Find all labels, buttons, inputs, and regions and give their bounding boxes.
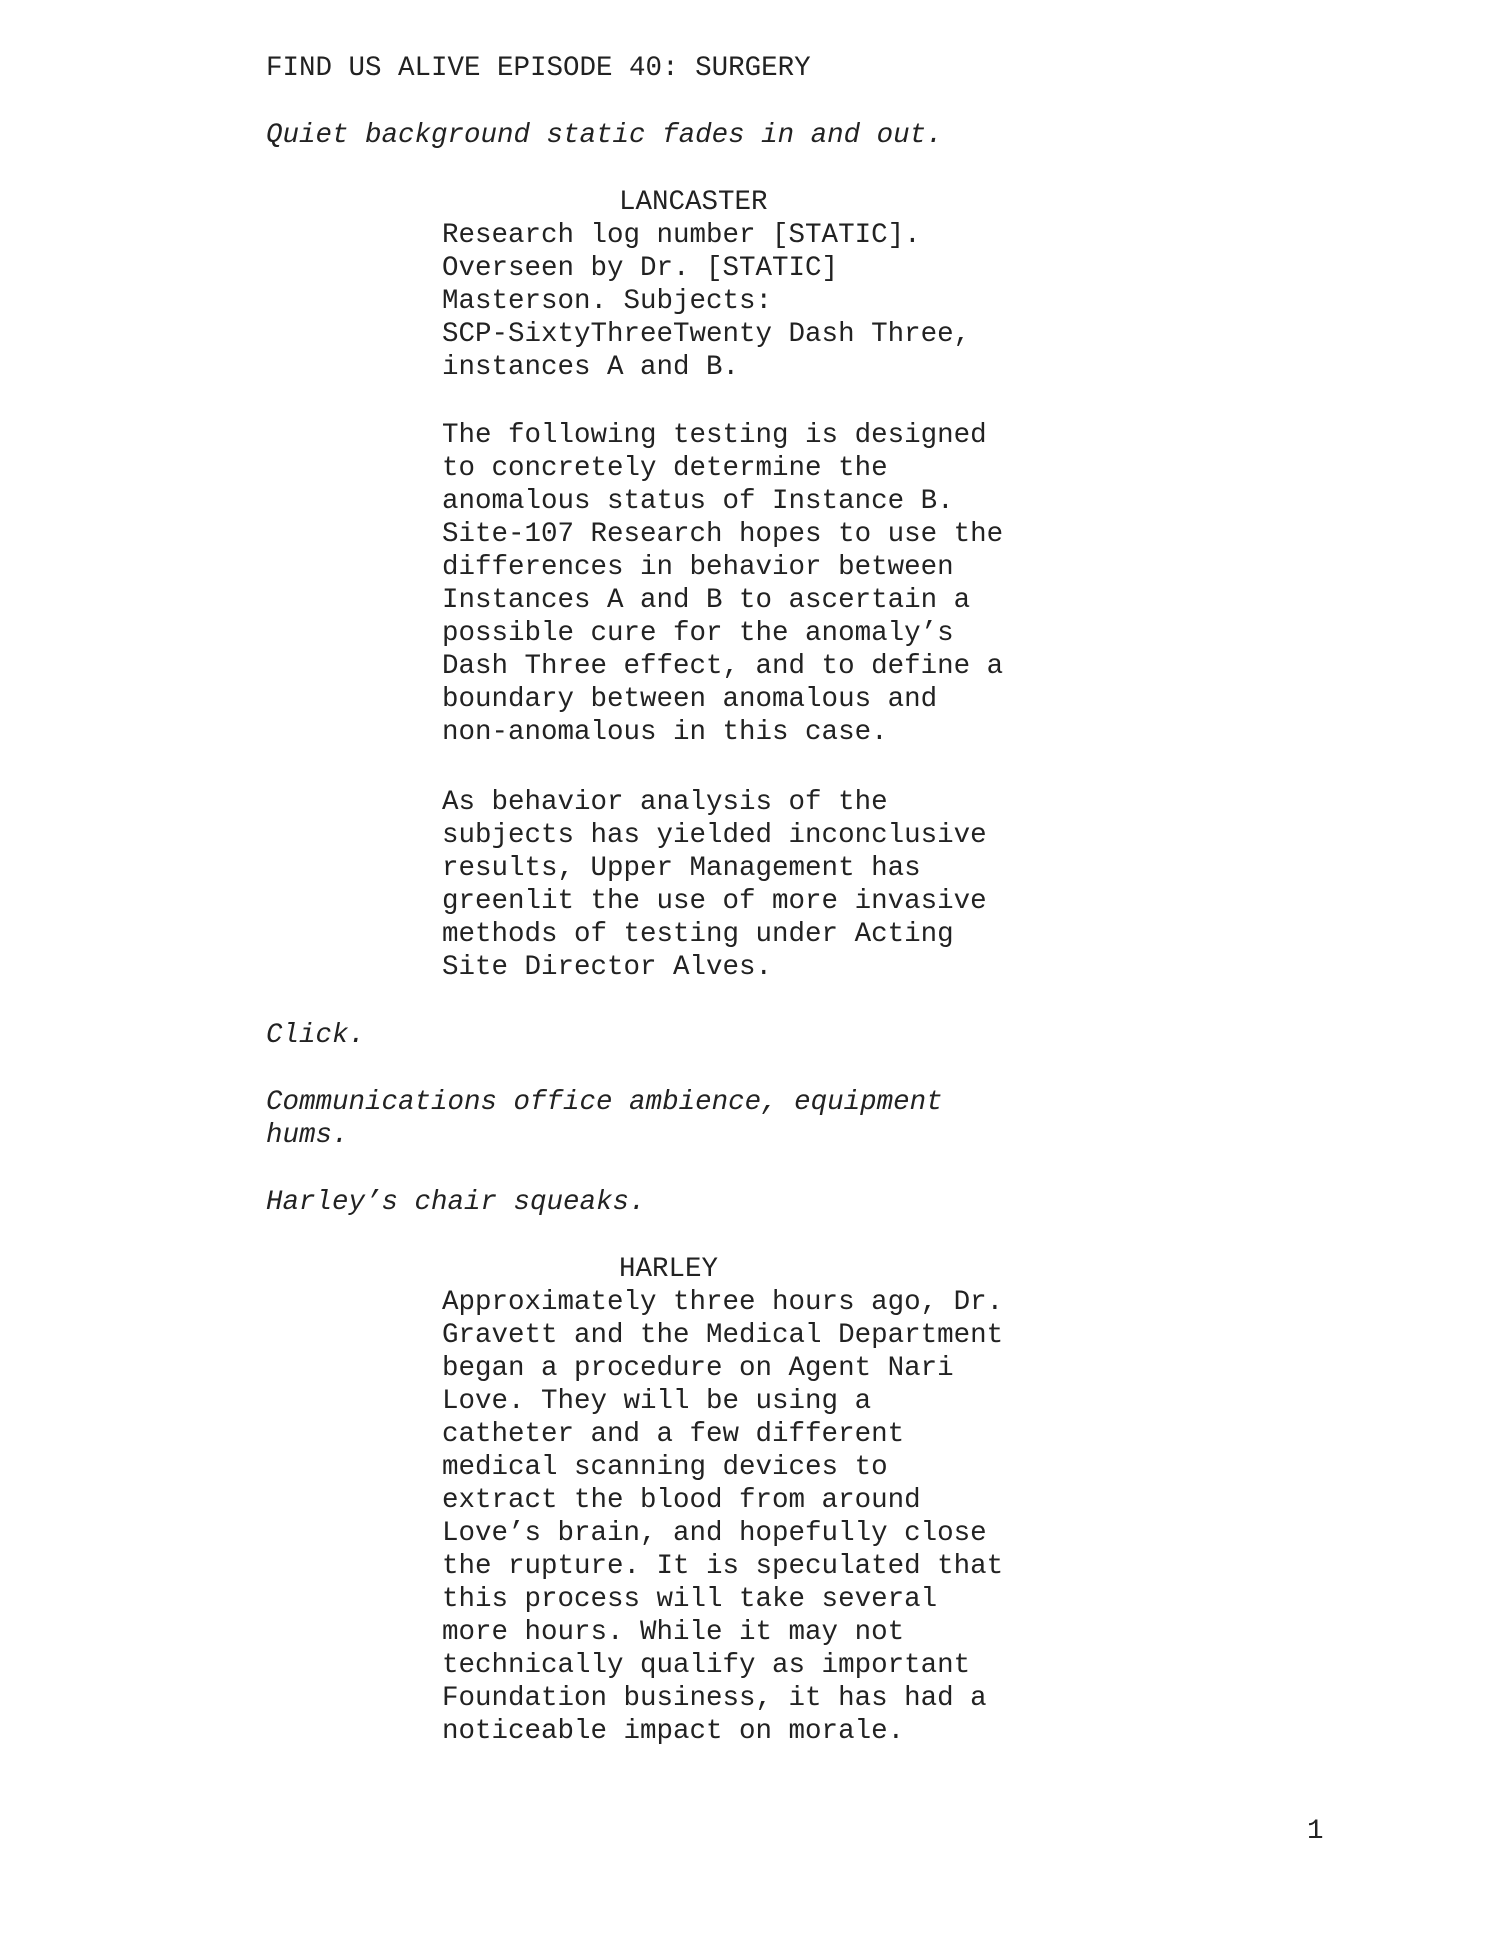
dialogue-line: anomalous status of Instance B. bbox=[442, 486, 954, 517]
action-line: Quiet background static fades in and out. bbox=[266, 120, 943, 151]
action-line: Harley’s chair squeaks. bbox=[266, 1187, 646, 1218]
dialogue-line: began a procedure on Agent Nari bbox=[442, 1353, 954, 1384]
dialogue-line: Gravett and the Medical Department bbox=[442, 1320, 1004, 1351]
dialogue-line: this process will take several bbox=[442, 1584, 938, 1615]
dialogue-line: results, Upper Management has bbox=[442, 853, 921, 884]
dialogue-line: Instances A and B to ascertain a bbox=[442, 585, 971, 616]
dialogue-line: technically qualify as important bbox=[442, 1650, 971, 1681]
dialogue-line: Masterson. Subjects: bbox=[442, 286, 773, 317]
dialogue-line: noticeable impact on morale. bbox=[442, 1716, 905, 1747]
dialogue-line: possible cure for the anomaly’s bbox=[442, 618, 954, 649]
dialogue-line: medical scanning devices to bbox=[442, 1452, 888, 1483]
dialogue-line: Dash Three effect, and to define a bbox=[442, 651, 1004, 682]
dialogue-line: Approximately three hours ago, Dr. bbox=[442, 1287, 1004, 1318]
dialogue-line: The following testing is designed bbox=[442, 420, 987, 451]
dialogue-line: Love’s brain, and hopefully close bbox=[442, 1518, 987, 1549]
dialogue-line: to concretely determine the bbox=[442, 453, 888, 484]
page-number: 1 bbox=[1307, 1816, 1324, 1847]
dialogue-line: instances A and B. bbox=[442, 352, 740, 383]
dialogue-line: more hours. While it may not bbox=[442, 1617, 905, 1648]
dialogue-line: the rupture. It is speculated that bbox=[442, 1551, 1004, 1582]
dialogue-line: extract the blood from around bbox=[442, 1485, 921, 1516]
script-title: FIND US ALIVE EPISODE 40: SURGERY bbox=[266, 53, 811, 84]
dialogue-line: methods of testing under Acting bbox=[442, 919, 954, 950]
action-line: hums. bbox=[266, 1120, 349, 1151]
dialogue-line: subjects has yielded inconclusive bbox=[442, 820, 987, 851]
dialogue-line: catheter and a few different bbox=[442, 1419, 905, 1450]
dialogue-line: Research log number [STATIC]. bbox=[442, 220, 921, 251]
dialogue-line: As behavior analysis of the bbox=[442, 787, 888, 818]
action-line: Click. bbox=[266, 1020, 366, 1051]
dialogue-line: Love. They will be using a bbox=[442, 1386, 872, 1417]
dialogue-line: boundary between anomalous and bbox=[442, 684, 938, 715]
character-name-lancaster: LANCASTER bbox=[619, 187, 768, 218]
dialogue-line: non-anomalous in this case. bbox=[442, 717, 888, 748]
dialogue-line: greenlit the use of more invasive bbox=[442, 886, 987, 917]
dialogue-line: SCP-SixtyThreeTwenty Dash Three, bbox=[442, 319, 971, 350]
dialogue-line: Site Director Alves. bbox=[442, 952, 773, 983]
character-name-harley: HARLEY bbox=[619, 1254, 719, 1285]
dialogue-line: differences in behavior between bbox=[442, 552, 954, 583]
dialogue-line: Overseen by Dr. [STATIC] bbox=[442, 253, 839, 284]
dialogue-line: Site-107 Research hopes to use the bbox=[442, 519, 1004, 550]
dialogue-line: Foundation business, it has had a bbox=[442, 1683, 987, 1714]
action-line: Communications office ambience, equipment bbox=[266, 1087, 943, 1118]
